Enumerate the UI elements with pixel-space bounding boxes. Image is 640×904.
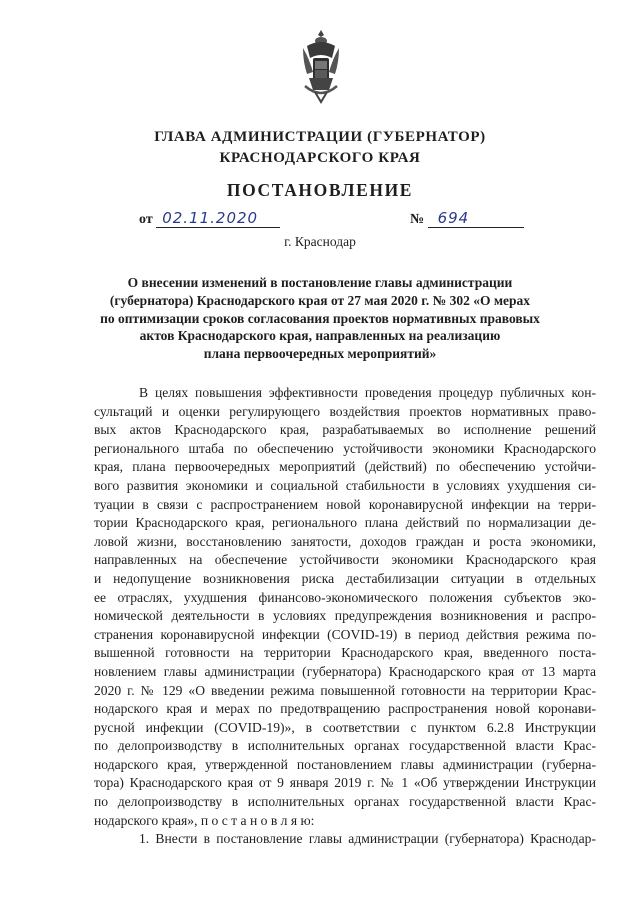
body-line: нодарского края и мерах по предотвращению распространения новой коронави- <box>94 701 596 717</box>
body-line: вышенной готовности на территории Краснодарского края, введенного поста- <box>94 645 596 661</box>
title-line: по оптимизации сроков согласования проектов нормативных правовых <box>100 310 540 326</box>
body-line: по делопроизводству в исполнительных органах государственной власти Крас- <box>94 738 596 754</box>
title-line: плана первоочередных мероприятий» <box>203 346 437 362</box>
number-value: 694 <box>428 209 524 228</box>
body-line: туации в связи с распространением новой коронавирусной инфекции на терри- <box>94 496 596 512</box>
title-line: О внесении изменений в постановление главы администрации <box>127 275 513 290</box>
number-prefix: № <box>410 212 425 227</box>
title-line: (губернатора) Краснодарского края от 27 мая 2020 г. № 302 «О мерах <box>109 292 531 308</box>
body-line: сультаций и оценки регулирующего воздействия проектов нормативных право- <box>94 403 596 419</box>
body-line: и недопущение возникновения риска дестабилизации ситуации в отдельных <box>94 570 596 586</box>
body-line: края, плана первоочередных мероприятий (действий) по обеспечению устойчи- <box>94 459 596 475</box>
number-block <box>410 209 524 228</box>
body-line: 2020 г. № 129 «О введении режима повышенной готовности на территории Крас- <box>94 682 596 698</box>
document-title <box>80 274 560 363</box>
document-body <box>94 384 596 849</box>
document-type: ПОСТАНОВЛЕНИЕ <box>226 180 414 200</box>
body-line: вых актов Краснодарского края, разрабатываемых во исполнение решений <box>94 422 596 438</box>
body-line: тора) Краснодарского края от 9 января 2019 г. № 1 «Об утверждении Инструкции <box>94 775 596 791</box>
body-line: новлением главы администрации (губернатора) Краснодарского края от 13 марта <box>94 663 596 679</box>
body-line: по делопроизводству в исполнительных органах государственной власти Крас- <box>94 794 596 810</box>
city-label: г. Краснодар <box>284 234 356 249</box>
date-value: 02.11.2020 <box>156 209 280 228</box>
date-block <box>139 209 280 228</box>
body-line: нодарского края, утвержденной постановлением главы администрации (губерна- <box>94 756 596 772</box>
body-line: странения коронавирусной инфекции (COVID-19) в период действия режима по- <box>94 626 596 642</box>
body-line: нодарского края», п о с т а н о в л я ю: <box>94 812 315 828</box>
body-line: ловой жизни, восстановлению занятости, доходов граждан и роста экономики, <box>94 533 596 549</box>
body-line: направленных на обеспечение устойчивости экономики Краснодарского края <box>94 552 596 568</box>
body-line: вого развития экономики и социальной стабильности в условиях ухудшения си- <box>94 477 596 493</box>
body-line: В целях повышения эффективности проведения процедур публичных кон- <box>139 385 596 400</box>
body-line: регионального штаба по обеспечению устойчивости экономики Краснодарского <box>94 440 596 456</box>
body-line: ее отраслях, ухудшения финансово-экономического положения субъектов эко- <box>94 589 596 605</box>
body-line: русной инфекции (COVID-19)», в соответствии с пунктом 6.2.8 Инструкции <box>94 719 596 735</box>
body-line: тории Краснодарского края, регионального плана действий по нормализации де- <box>94 515 596 531</box>
org-line-1: ГЛАВА АДМИНИСТРАЦИИ (ГУБЕРНАТОР) <box>154 129 486 145</box>
date-prefix: от <box>139 212 153 227</box>
coat-of-arms-icon <box>301 28 341 108</box>
title-line: актов Краснодарского края, направленных на реализацию <box>139 328 501 344</box>
body-line: 1. Внести в постановление главы администрации (губернатора) Краснодар- <box>139 831 596 847</box>
org-line-2: КРАСНОДАРСКОГО КРАЯ <box>219 150 421 166</box>
body-line: номической деятельности в условиях предупреждения возникновения и распро- <box>94 608 596 624</box>
